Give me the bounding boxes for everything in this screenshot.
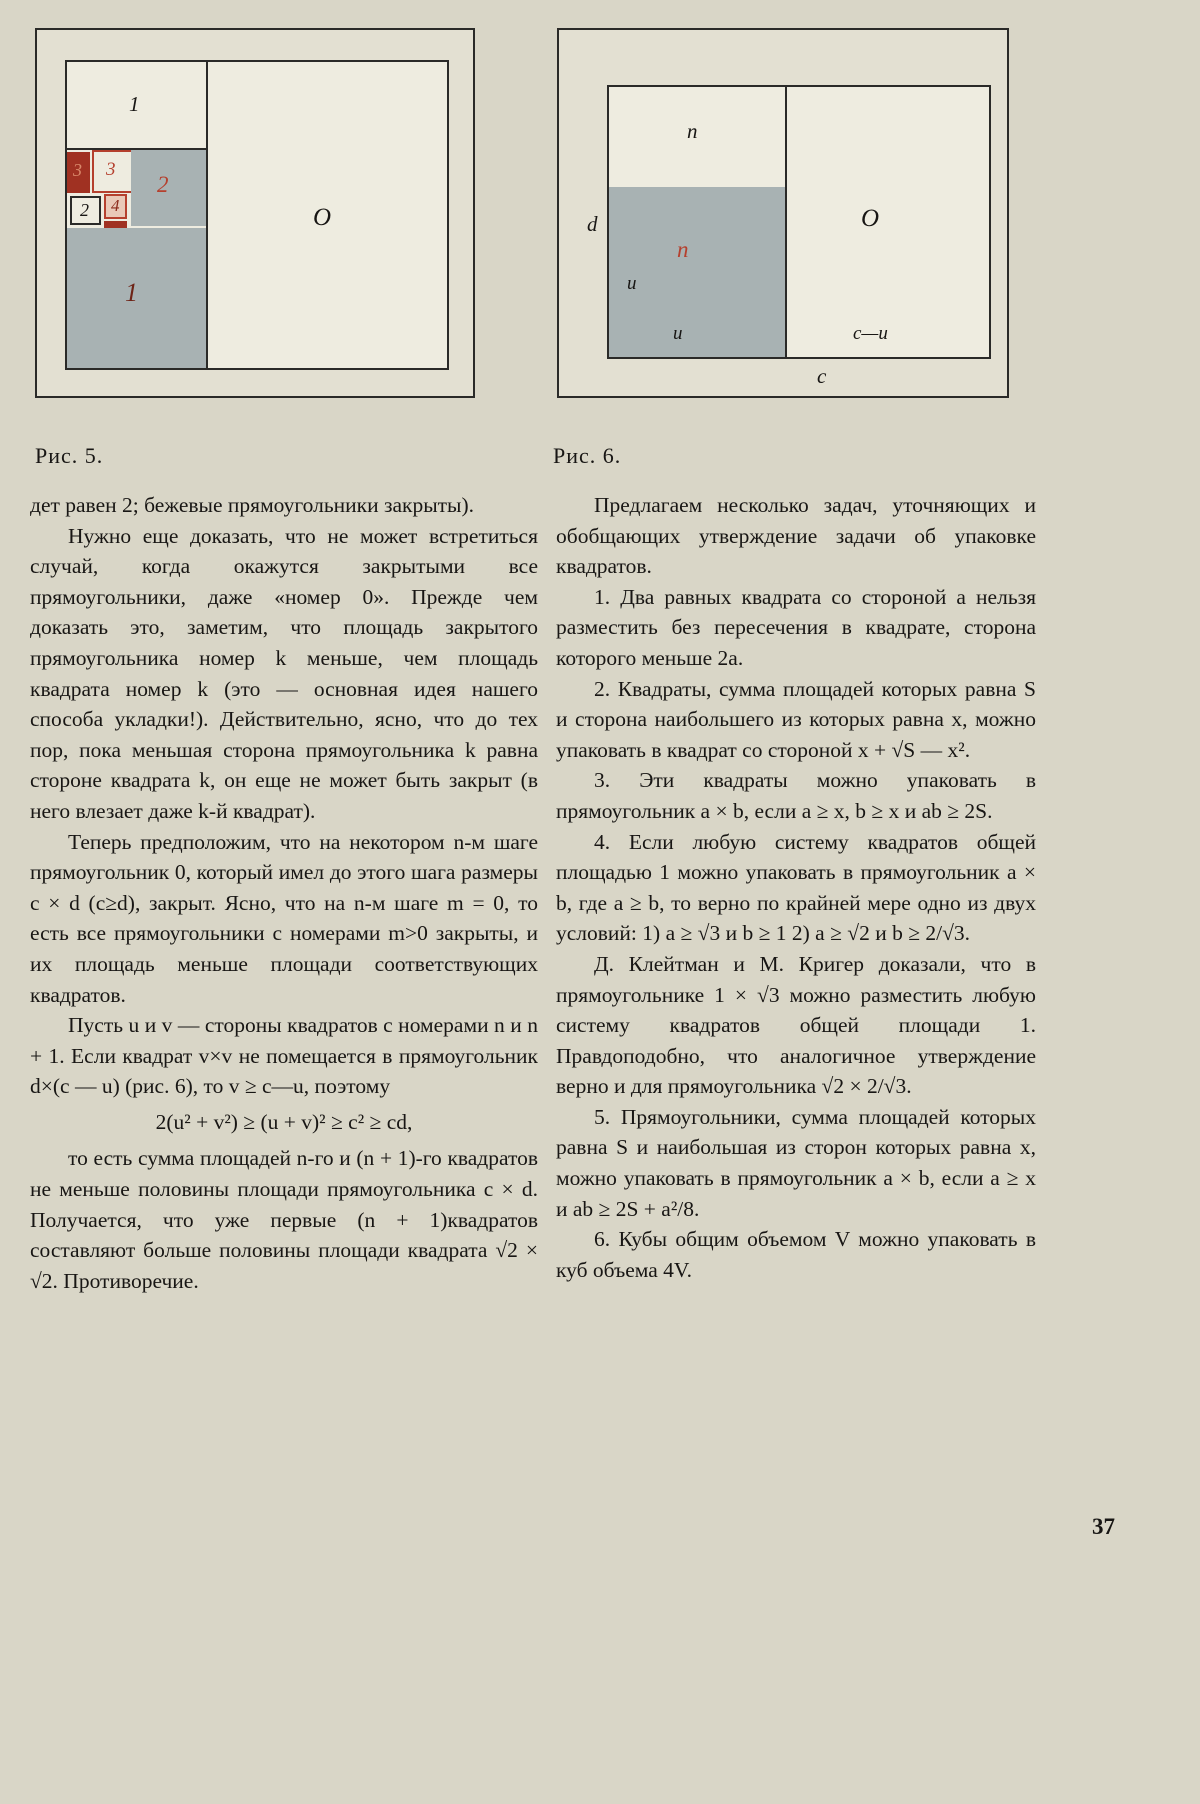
paragraph: то есть сумма площадей n-го и (n + 1)-го квадратов не меньше половины площади прямоугольника c × d. Получается, что уже первые (n + 1)квадратов составляют больше половины площади квадрата √2 × √2. Противоречие. (30, 1146, 538, 1293)
figure-5-divider (206, 62, 208, 368)
figure-6-label-region-o: O (861, 205, 880, 232)
figure-6-label-n-top: n (687, 119, 698, 143)
figure-5-label-region-o: O (313, 204, 332, 231)
figure-5-label-red3: 3 (106, 159, 116, 180)
paragraph: Пусть u и v — стороны квадратов с номерами n и n + 1. Если квадрат v×v не помещается в прямоугольник d×(c — u) (рис. 6), то v ≥ c—u, поэтому (30, 1013, 538, 1099)
figure-5-label-white2: 2 (80, 200, 89, 220)
paragraph: Нужно еще доказать, что не может встретиться случай, когда окажутся закрытыми все прямоугольники, даже «номер 0». Прежде чем доказать это, заметим, что площадь закрытого прямоугольника номер k меньше, чем площадь квадрата номер k (это — основная идея нашего способа укладки!). Действительно, ясно, что до тех пор, пока меньшая сторона прямоугольника k равна стороне квадрата k, он еще не может быть закрыт (в него влезает даже k-й квадрат). (30, 523, 538, 823)
page-number: 37 (1092, 1514, 1115, 1539)
paragraph: 3. Эти квадраты можно упаковать в прямоугольник a × b, если a ≥ x, b ≥ x и ab ≥ 2S. (556, 768, 1036, 823)
figure-5-gray-square-1 (67, 228, 206, 368)
display-formula: 2(u² + v²) ≥ (u + v)² ≥ c² ≥ cd, (155, 1109, 413, 1134)
paragraph: 2. Квадраты, сумма площадей которых равна S и сторона наибольшего из которых равна x, можно упаковать в квадрат со стороной x + √S — x². (556, 676, 1036, 762)
figure-5-label-square1: 1 (129, 92, 140, 116)
figure-6-label-d: d (587, 212, 598, 236)
figure-5-label-gray2: 2 (157, 172, 169, 197)
figure-5-label-red3-dark: 3 (73, 160, 82, 180)
paragraph: Теперь предположим, что на некотором n-м шаге прямоугольник 0, который имел до этого шага размеры c × d (c≥d), закрыт. Ясно, что на n-м шаге m = 0, то есть все прямоугольники с номерами m>0 закрыты, и их площадь меньше площади соответствующих квадратов. (30, 829, 538, 1007)
figure-5-label-gray1: 1 (125, 278, 138, 307)
figure-5-white-square-2 (70, 196, 101, 225)
paragraph: Предлагаем несколько задач, уточняющих и обобщающих утверждение задачи об упаковке квадратов. (556, 493, 1036, 579)
figure-6-label-u-mid: u (627, 273, 637, 294)
figure-6-label-u-bottom: u (673, 323, 683, 344)
paragraph: 4. Если любую систему квадратов общей площадью 1 можно упаковать в прямоугольник a × b, где a ≥ b, то верно по крайней мере одно из двух условий: 1) a ≥ √3 и b ≥ 1 2) a ≥ √2 и b ≥ 2/√3. (556, 829, 1036, 946)
figure-5-label-red4: 4 (111, 196, 120, 215)
figure-5-frame (35, 28, 475, 398)
paragraph: 5. Прямоугольники, сумма площадей которых равна S и наибольшая из сторон которых равна x, можно упаковать в прямоугольник a × b, если a ≥ x и ab ≥ 2S + a²/8. (556, 1104, 1036, 1221)
paragraph: дет равен 2; бежевые прямоугольники закрыты). (30, 493, 475, 517)
paragraph: 6. Кубы общим объемом V можно упаковать в куб объема 4V. (556, 1227, 1036, 1282)
figure-6-label-c: c (817, 364, 827, 388)
figure-5-red-square-3 (92, 150, 133, 193)
figure-6-frame (557, 28, 1009, 398)
figure-6-gray-square (609, 187, 785, 357)
figure-6-divider (785, 87, 787, 357)
figure-6-label-n-gray: n (677, 237, 689, 262)
right-text-column (556, 490, 1036, 1285)
figure-5-gray-square-2 (131, 150, 206, 226)
figure-6-caption: Рис. 6. (553, 443, 622, 468)
paragraph: 1. Два равных квадрата со стороной a нельзя разместить без пересечения в квадрате, сторона которого меньше 2a. (556, 584, 1036, 670)
figure-6-label-c-minus-u: c—u (853, 323, 888, 344)
figure-5-caption: Рис. 5. (35, 443, 104, 468)
left-text-column (30, 490, 538, 1296)
figure-5-red-square-4 (104, 194, 127, 219)
figure-6-outer-rect (607, 85, 991, 359)
paragraph: Д. Клейтман и М. Кригер доказали, что в прямоугольнике 1 × √3 можно разместить любую систему квадратов общей площади 1. Правдоподобно, что аналогичное утверждение верно и для прямоугольника √2 × 2/√3. (556, 951, 1036, 1099)
figure-5-outer-square (65, 60, 449, 370)
figure-5-dark-red-square-3 (67, 152, 90, 193)
